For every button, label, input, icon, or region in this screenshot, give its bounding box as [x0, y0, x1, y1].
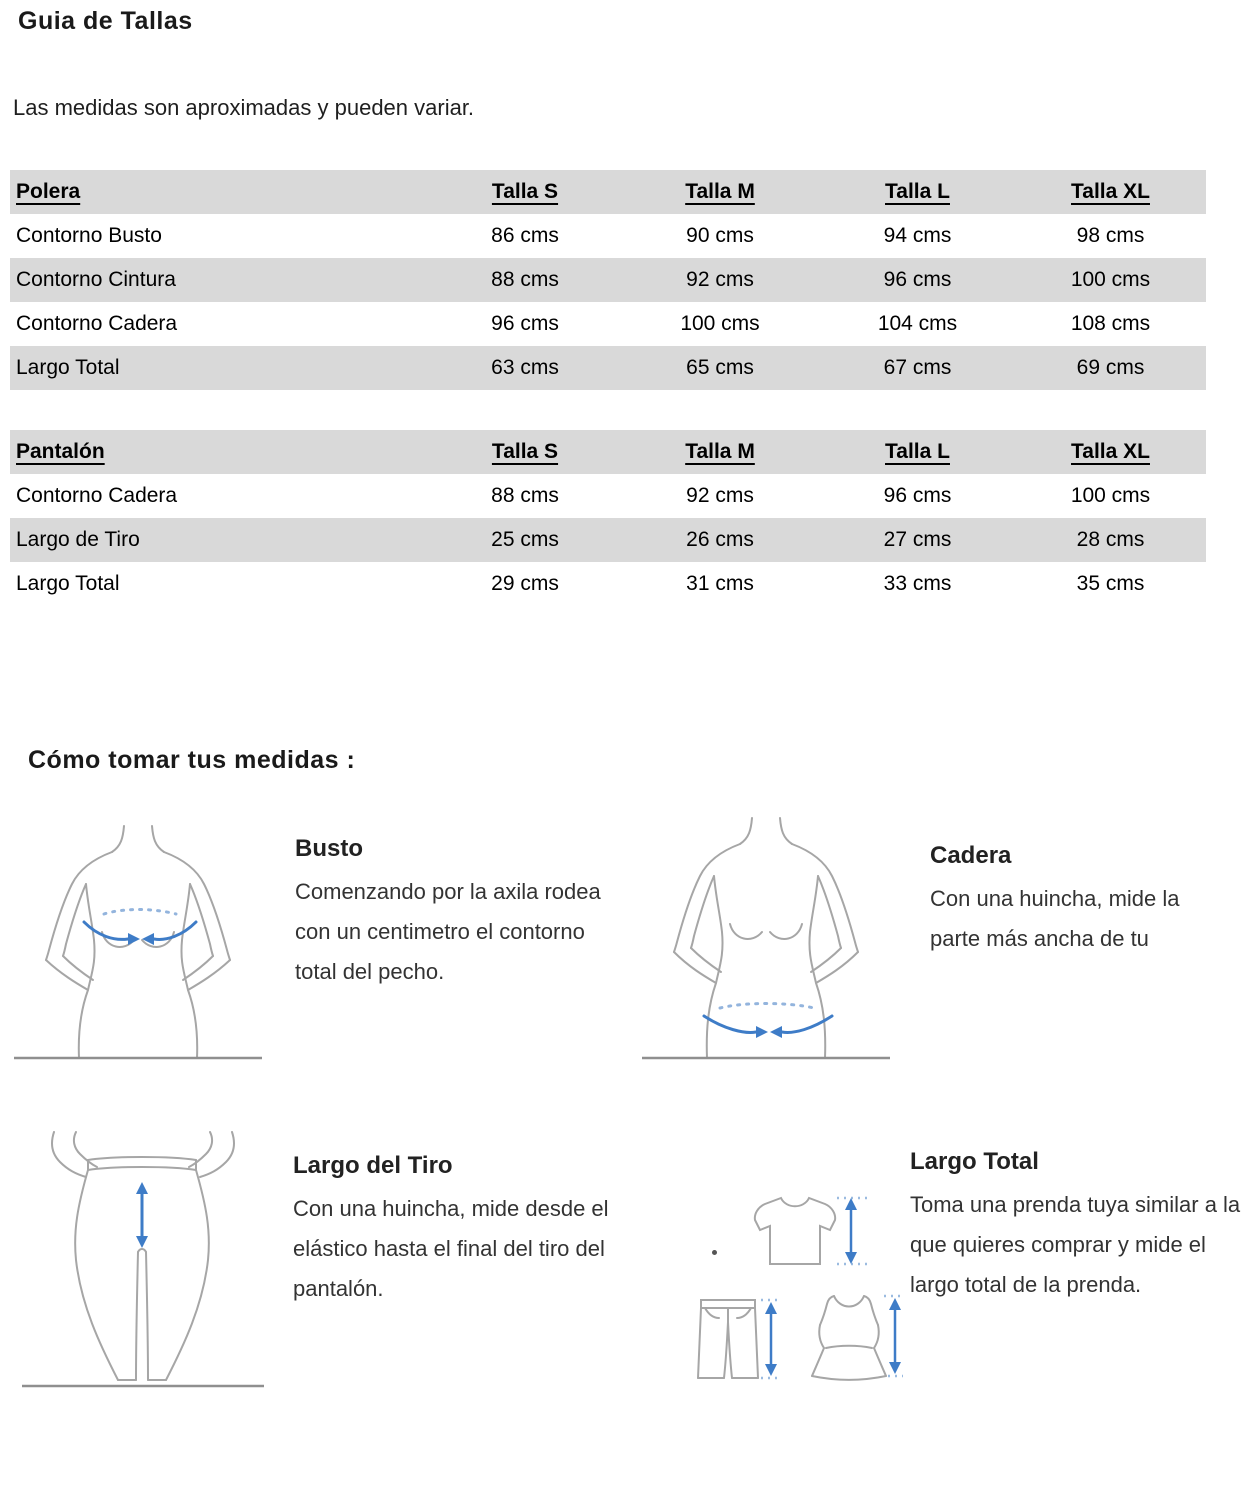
- cell-value: 28 cms: [1076, 528, 1145, 551]
- table-row: [10, 518, 1206, 562]
- row-label: Contorno Cintura: [16, 268, 176, 291]
- how-to-measure-heading: Cómo tomar tus medidas :: [28, 746, 356, 774]
- table-row: [10, 474, 1206, 518]
- cell-value: 92 cms: [686, 268, 754, 291]
- section-cadera: [930, 842, 1230, 959]
- cell-value: 29 cms: [491, 572, 559, 595]
- section-largo-tiro: [293, 1152, 628, 1309]
- cell-value: 96 cms: [883, 268, 952, 291]
- column-header: Talla M: [685, 180, 755, 203]
- section-largo-total: [910, 1148, 1246, 1305]
- cell-value: 63 cms: [491, 356, 559, 379]
- cell-value: 65 cms: [686, 356, 754, 379]
- section-title: Busto: [295, 835, 363, 862]
- row-label: Contorno Cadera: [16, 312, 178, 335]
- column-header: Talla L: [885, 180, 950, 203]
- cell-value: 98 cms: [1076, 224, 1145, 247]
- column-header: Talla S: [491, 180, 559, 203]
- cell-value: 90 cms: [686, 224, 754, 247]
- table-row: [10, 258, 1206, 302]
- column-header: Talla S: [491, 440, 559, 463]
- cell-value: 96 cms: [491, 312, 559, 335]
- cell-value: 100 cms: [680, 312, 760, 335]
- column-header: Talla XL: [1071, 440, 1150, 463]
- table-header-row: [10, 170, 1206, 214]
- cell-value: 88 cms: [491, 484, 559, 507]
- dress-length-measure-icon: [808, 1288, 904, 1383]
- row-label: Contorno Cadera: [16, 484, 178, 507]
- row-label: Contorno Busto: [16, 224, 162, 247]
- row-label: Largo Total: [16, 572, 120, 595]
- pantalon-size-table: [10, 430, 1206, 606]
- cell-value: 25 cms: [491, 528, 559, 551]
- row-label: Largo de Tiro: [16, 528, 140, 551]
- cell-value: 100 cms: [1070, 268, 1151, 291]
- dot-mark: [712, 1250, 717, 1255]
- pants-length-measure-icon: [693, 1294, 783, 1386]
- female-torso-bust-measure-icon: [8, 822, 268, 1067]
- section-title: Largo Total: [910, 1148, 1039, 1175]
- female-torso-hip-measure-icon: [636, 812, 896, 1067]
- legs-rise-measure-icon: [18, 1130, 268, 1392]
- column-header: Talla M: [685, 440, 755, 463]
- cell-value: 26 cms: [686, 528, 754, 551]
- table-row: [10, 562, 1206, 606]
- column-header: Talla L: [885, 440, 950, 463]
- table-row: [10, 214, 1206, 258]
- section-description: Con una huincha, mide la parte más ancha de tu: [930, 886, 1180, 951]
- disclaimer-text: Las medidas son aproximadas y pueden variar.: [13, 95, 475, 120]
- cell-value: 86 cms: [491, 224, 559, 247]
- cell-value: 88 cms: [491, 268, 559, 291]
- cell-value: 35 cms: [1076, 572, 1145, 595]
- cell-value: 92 cms: [686, 484, 754, 507]
- cell-value: 108 cms: [1070, 312, 1151, 335]
- polera-size-table: [10, 170, 1206, 390]
- section-title: Largo del Tiro: [293, 1152, 453, 1179]
- section-description: Toma una prenda tuya similar a la que quieres comprar y mide el largo total de la prenda.: [910, 1192, 1241, 1297]
- section-busto: [295, 835, 605, 992]
- cell-value: 31 cms: [686, 572, 754, 595]
- cell-value: 33 cms: [883, 572, 952, 595]
- tshirt-length-measure-icon: [745, 1190, 873, 1282]
- section-description: Comenzando por la axila rodea con un centimetro el contorno total del pecho.: [295, 879, 601, 984]
- cell-value: 96 cms: [883, 484, 952, 507]
- cell-value: 94 cms: [883, 224, 952, 247]
- column-header: Pantalón: [16, 440, 105, 463]
- cell-value: 100 cms: [1070, 484, 1151, 507]
- table-row: [10, 346, 1206, 390]
- cell-value: 67 cms: [883, 356, 952, 379]
- cell-value: 69 cms: [1076, 356, 1145, 379]
- cell-value: 27 cms: [883, 528, 952, 551]
- page-title: Guia de Tallas: [18, 7, 193, 35]
- column-header: Talla XL: [1071, 180, 1150, 203]
- column-header: Polera: [16, 180, 81, 203]
- row-label: Largo Total: [16, 356, 120, 379]
- table-row: [10, 302, 1206, 346]
- section-description: Con una huincha, mide desde el elástico hasta el final del tiro del pantalón.: [293, 1196, 609, 1301]
- cell-value: 104 cms: [877, 312, 958, 335]
- section-title: Cadera: [930, 842, 1012, 869]
- table-header-row: [10, 430, 1206, 474]
